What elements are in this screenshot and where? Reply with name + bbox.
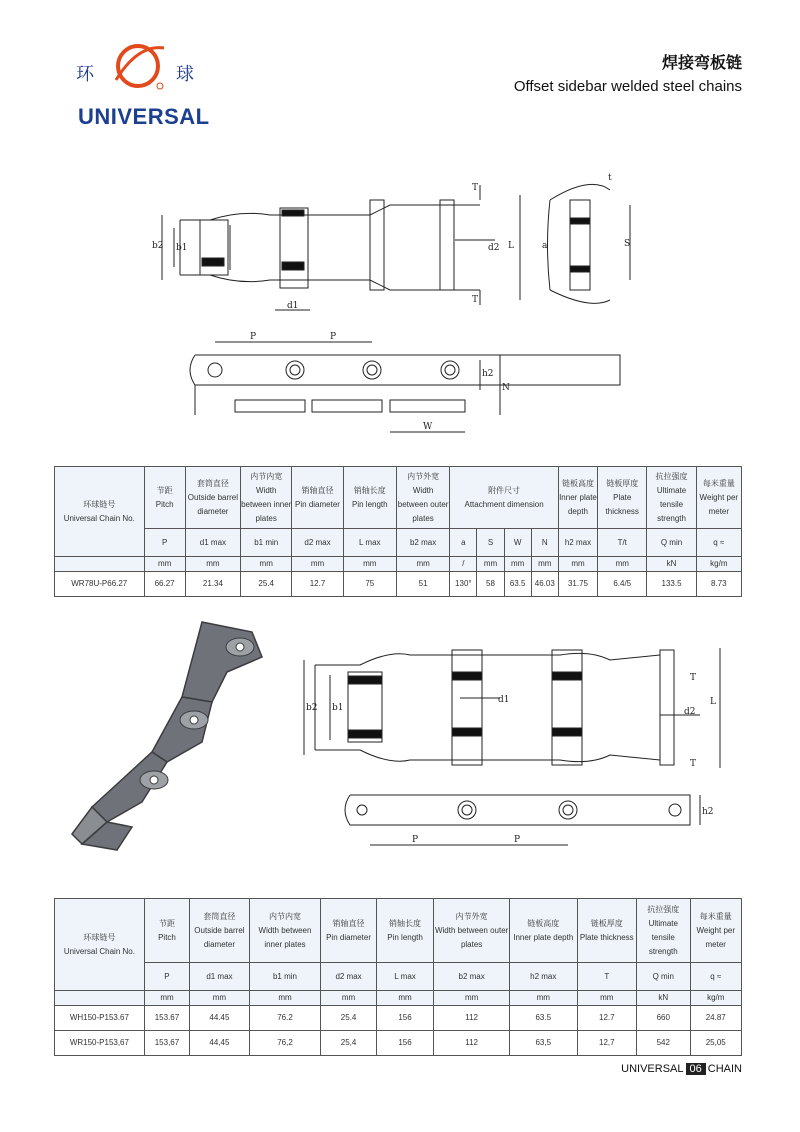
table-cell: 112 (434, 1006, 510, 1031)
unit-cell: mm (577, 991, 637, 1006)
label-b1: b1 (176, 243, 188, 253)
sym-cell: Q min (637, 963, 690, 991)
label-d1: d1 (287, 301, 299, 311)
table-cell: 44.45 (190, 1006, 250, 1031)
unit-cell: mm (292, 557, 343, 572)
label2-d2: d2 (684, 707, 696, 717)
unit-cell: mm (190, 991, 250, 1006)
table-cell: 63.5 (504, 572, 531, 597)
th-pitch: 节距 Pitch (144, 899, 189, 963)
sym-cell: S (477, 529, 504, 557)
sym-cell: W (504, 529, 531, 557)
th-plate-depth: 链板高度 Inner plate depth (558, 467, 597, 529)
table-cell: 542 (637, 1031, 690, 1056)
cell-chain-no: WR78U-P66.27 (55, 572, 145, 597)
label2-P2: P (514, 835, 521, 845)
label-N: N (502, 383, 510, 393)
sym-cell: Q min (647, 529, 696, 557)
label-t: t (608, 173, 612, 183)
table-row (55, 572, 742, 597)
table-cell: 130° (450, 572, 477, 597)
sym-cell: P (144, 529, 185, 557)
sym-cell: q ≈ (696, 529, 741, 557)
unit-cell: kg/m (690, 991, 742, 1006)
table-cell: 63.5 (509, 1006, 577, 1031)
th-pin-dia: 销轴直径 Pin diameter (292, 467, 343, 529)
label2-T-bottom: T (690, 759, 697, 769)
unit-cell (55, 991, 145, 1006)
chain-drawing-top (150, 170, 660, 445)
chain-product-photo (62, 612, 272, 852)
label2-P1: P (412, 835, 419, 845)
label2-d1: d1 (498, 695, 510, 705)
table-cell: 76.2 (249, 1006, 321, 1031)
label-W: W (423, 422, 433, 432)
unit-cell: mm (598, 557, 647, 572)
table-cell: 153.67 (144, 1006, 189, 1031)
table-cell: 25.4 (321, 1006, 376, 1031)
unit-cell: mm (531, 557, 558, 572)
unit-cell: mm (241, 557, 292, 572)
label2-b1: b1 (332, 703, 344, 713)
unit-cell: mm (396, 557, 449, 572)
label-d2: d2 (488, 243, 500, 253)
table-cell: 153,67 (144, 1031, 189, 1056)
sym-cell: q ≈ (690, 963, 742, 991)
chain-drawing-second (300, 640, 740, 860)
table-cell: 25,4 (321, 1031, 376, 1056)
unit-cell (55, 557, 145, 572)
label2-h2: h2 (702, 807, 714, 817)
label-P2: P (330, 332, 337, 342)
th-weight: 每米重量 Weight per meter (690, 899, 742, 963)
th-barrel: 套筒直径 Outside barrel diameter (185, 467, 240, 529)
unit-cell: kN (647, 557, 696, 572)
unit-cell: / (450, 557, 477, 572)
table-cell: 58 (477, 572, 504, 597)
unit-cell: mm (509, 991, 577, 1006)
th-strength: 抗拉强度 Ultimate tensile strength (647, 467, 696, 529)
spec-table-2 (54, 898, 742, 1056)
page-number: 06 (686, 1063, 706, 1075)
sym-cell: N (531, 529, 558, 557)
unit-cell: mm (477, 557, 504, 572)
table-cell: 66.27 (144, 572, 185, 597)
th-strength: 抗拉强度 Ultimate tensile strength (637, 899, 690, 963)
brand-logo (72, 36, 212, 131)
sym-cell: b2 max (434, 963, 510, 991)
page-footer (621, 1063, 742, 1075)
page-title-en: Offset sidebar welded steel chains (513, 78, 742, 95)
unit-cell: mm (249, 991, 321, 1006)
cell-chain-no: WR150-P153,67 (55, 1031, 145, 1056)
label-T-bottom: T (472, 295, 479, 305)
logo-wordmark: UNIVERSAL (78, 104, 210, 129)
spec-table-1 (54, 466, 742, 597)
page-title-cn: 焊接弯板链 (661, 53, 742, 72)
label2-L: L (710, 697, 716, 707)
label-S: S (624, 239, 631, 249)
unit-cell: mm (558, 557, 597, 572)
sym-cell: P (144, 963, 189, 991)
logo-cn-right: 球 (176, 64, 196, 85)
th-inner-width: 内节内宽 Width between inner plates (241, 467, 292, 529)
label-b2: b2 (152, 241, 164, 251)
table-cell: 24.87 (690, 1006, 742, 1031)
unit-cell: mm (144, 557, 185, 572)
th-pin-dia: 销轴直径 Pin diameter (321, 899, 376, 963)
unit-cell: mm (144, 991, 189, 1006)
sym-cell: d1 max (185, 529, 240, 557)
th-outer-width: 内节外宽 Width between outer plates (434, 899, 510, 963)
footer-section: CHAIN (707, 1063, 742, 1075)
label-L: L (508, 241, 514, 251)
unit-cell: mm (343, 557, 396, 572)
label-a: a (542, 241, 548, 251)
unit-cell: kg/m (696, 557, 741, 572)
table-cell: 156 (376, 1006, 434, 1031)
footer-brand: UNIVERSAL (621, 1063, 684, 1075)
th-barrel: 套筒直径 Outside barrel diameter (190, 899, 250, 963)
table-cell: 156 (376, 1031, 434, 1056)
table-cell: 12.7 (577, 1006, 637, 1031)
th-pin-length: 销轴长度 Pin length (376, 899, 434, 963)
unit-cell: mm (321, 991, 376, 1006)
sym-cell: T/t (598, 529, 647, 557)
logo-cn-left: 环 (76, 64, 96, 85)
th-plate-depth: 链板高度 Inner plate depth (509, 899, 577, 963)
table-cell: 12.7 (292, 572, 343, 597)
unit-cell: mm (185, 557, 240, 572)
th-pitch: 节距 Pitch (144, 467, 185, 529)
table-cell: 25,05 (690, 1031, 742, 1056)
sym-cell: b2 max (396, 529, 449, 557)
table-cell: 51 (396, 572, 449, 597)
table-cell: 75 (343, 572, 396, 597)
th-plate-thickness: 链板厚度 Plate thickness (577, 899, 637, 963)
table-cell: 112 (434, 1031, 510, 1056)
sym-cell: d2 max (321, 963, 376, 991)
th-pin-length: 销轴长度 Pin length (343, 467, 396, 529)
table-cell: 8.73 (696, 572, 741, 597)
table-cell: 76,2 (249, 1031, 321, 1056)
th-chain-no: 环球链号 Universal Chain No. (55, 467, 145, 557)
table-cell: 133.5 (647, 572, 696, 597)
th-outer-width: 内节外宽 Width between outer plates (396, 467, 449, 529)
unit-cell: mm (376, 991, 434, 1006)
table-cell: 25.4 (241, 572, 292, 597)
label-P1: P (250, 332, 257, 342)
sym-cell: L max (376, 963, 434, 991)
label2-T-top: T (690, 673, 697, 683)
table-row (55, 1031, 742, 1056)
th-plate-thickness: 链板厚度 Plate thickness (598, 467, 647, 529)
th-attachment: 附件尺寸 Attachment dimension (450, 467, 559, 529)
sym-cell: h2 max (509, 963, 577, 991)
table-cell: 660 (637, 1006, 690, 1031)
table-cell: 12,7 (577, 1031, 637, 1056)
sym-cell: d2 max (292, 529, 343, 557)
unit-cell: mm (434, 991, 510, 1006)
sym-cell: L max (343, 529, 396, 557)
unit-cell: kN (637, 991, 690, 1006)
cell-chain-no: WH150-P153.67 (55, 1006, 145, 1031)
table-row (55, 1006, 742, 1031)
unit-cell: mm (504, 557, 531, 572)
sym-cell: a (450, 529, 477, 557)
label2-b2: b2 (306, 703, 318, 713)
table-cell: 46.03 (531, 572, 558, 597)
table-cell: 21.34 (185, 572, 240, 597)
sym-cell: b1 min (241, 529, 292, 557)
th-weight: 每米重量 Weight per meter (696, 467, 741, 529)
sym-cell: b1 min (249, 963, 321, 991)
sym-cell: T (577, 963, 637, 991)
table-cell: 63,5 (509, 1031, 577, 1056)
label-h2: h2 (482, 369, 494, 379)
th-chain-no: 环球链号 Universal Chain No. (55, 899, 145, 991)
th-inner-width: 内节内宽 Width between inner plates (249, 899, 321, 963)
sym-cell: d1 max (190, 963, 250, 991)
label-T-top: T (472, 183, 479, 193)
table-cell: 44,45 (190, 1031, 250, 1056)
table-cell: 6.4/5 (598, 572, 647, 597)
table-cell: 31.75 (558, 572, 597, 597)
sym-cell: h2 max (558, 529, 597, 557)
